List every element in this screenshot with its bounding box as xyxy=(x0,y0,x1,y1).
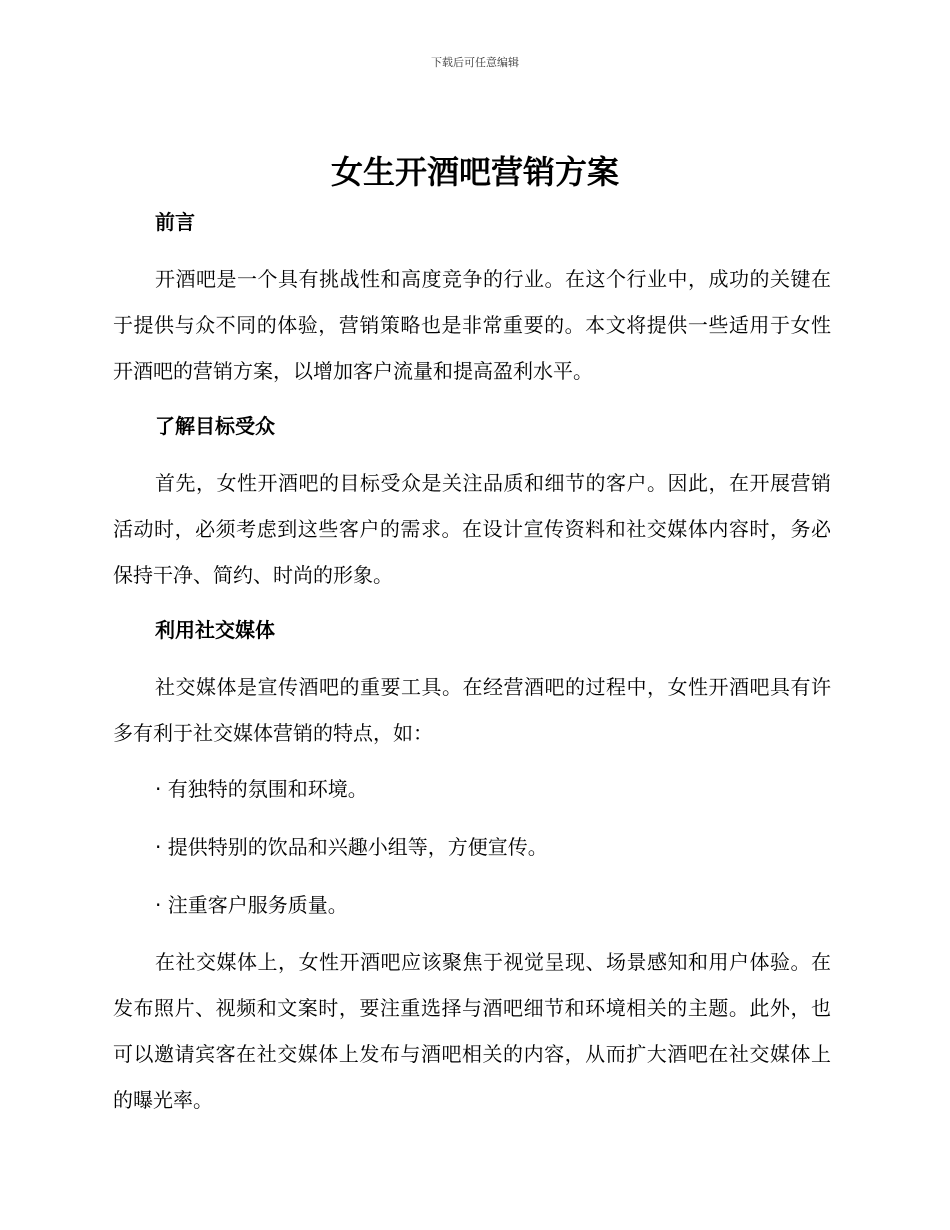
bullet-list xyxy=(113,824,831,870)
list-item: · 有独特的氛围和环境。 xyxy=(155,777,368,801)
header-note: 下载后可任意编辑 xyxy=(431,56,519,69)
bullet-list xyxy=(113,882,831,928)
section-intro-body xyxy=(113,256,831,394)
section-heading: 前言 xyxy=(155,210,195,234)
list-item: · 提供特别的饮品和兴趣小组等，方便宣传。 xyxy=(155,835,548,859)
paragraph: 首先，女性开酒吧的目标受众是关注品质和细节的客户。因此，在开展营销活动时，必须考虑到这些客户的需求。在设计宣传资料和社交媒体内容时，务必保持干净、简约、时尚的形象。 xyxy=(113,471,831,587)
section-social xyxy=(113,607,831,653)
section-audience-body xyxy=(113,460,831,598)
bullet-list xyxy=(113,766,831,812)
section-intro xyxy=(113,199,831,245)
list-item: · 注重客户服务质量。 xyxy=(155,893,348,917)
section-audience xyxy=(113,403,831,449)
section-social-body-2 xyxy=(113,939,831,1123)
document-title: 女生开酒吧营销方案 xyxy=(330,153,619,191)
section-social-body xyxy=(113,664,831,756)
paragraph: 在社交媒体上，女性开酒吧应该聚焦于视觉呈现、场景感知和用户体验。在发布照片、视频和文案时，要注重选择与酒吧细节和环境相关的主题。此外，也可以邀请宾客在社交媒体上发布与酒吧相关的内容，从而扩大酒吧在社交媒体上的曝光率。 xyxy=(113,950,831,1112)
section-heading: 利用社交媒体 xyxy=(155,618,275,642)
section-heading: 了解目标受众 xyxy=(155,414,275,438)
paragraph: 社交媒体是宣传酒吧的重要工具。在经营酒吧的过程中，女性开酒吧具有许多有利于社交媒体营销的特点，如： xyxy=(113,675,831,745)
paragraph: 开酒吧是一个具有挑战性和高度竞争的行业。在这个行业中，成功的关键在于提供与众不同的体验，营销策略也是非常重要的。本文将提供一些适用于女性开酒吧的营销方案，以增加客户流量和提高盈利水平。 xyxy=(113,267,831,383)
